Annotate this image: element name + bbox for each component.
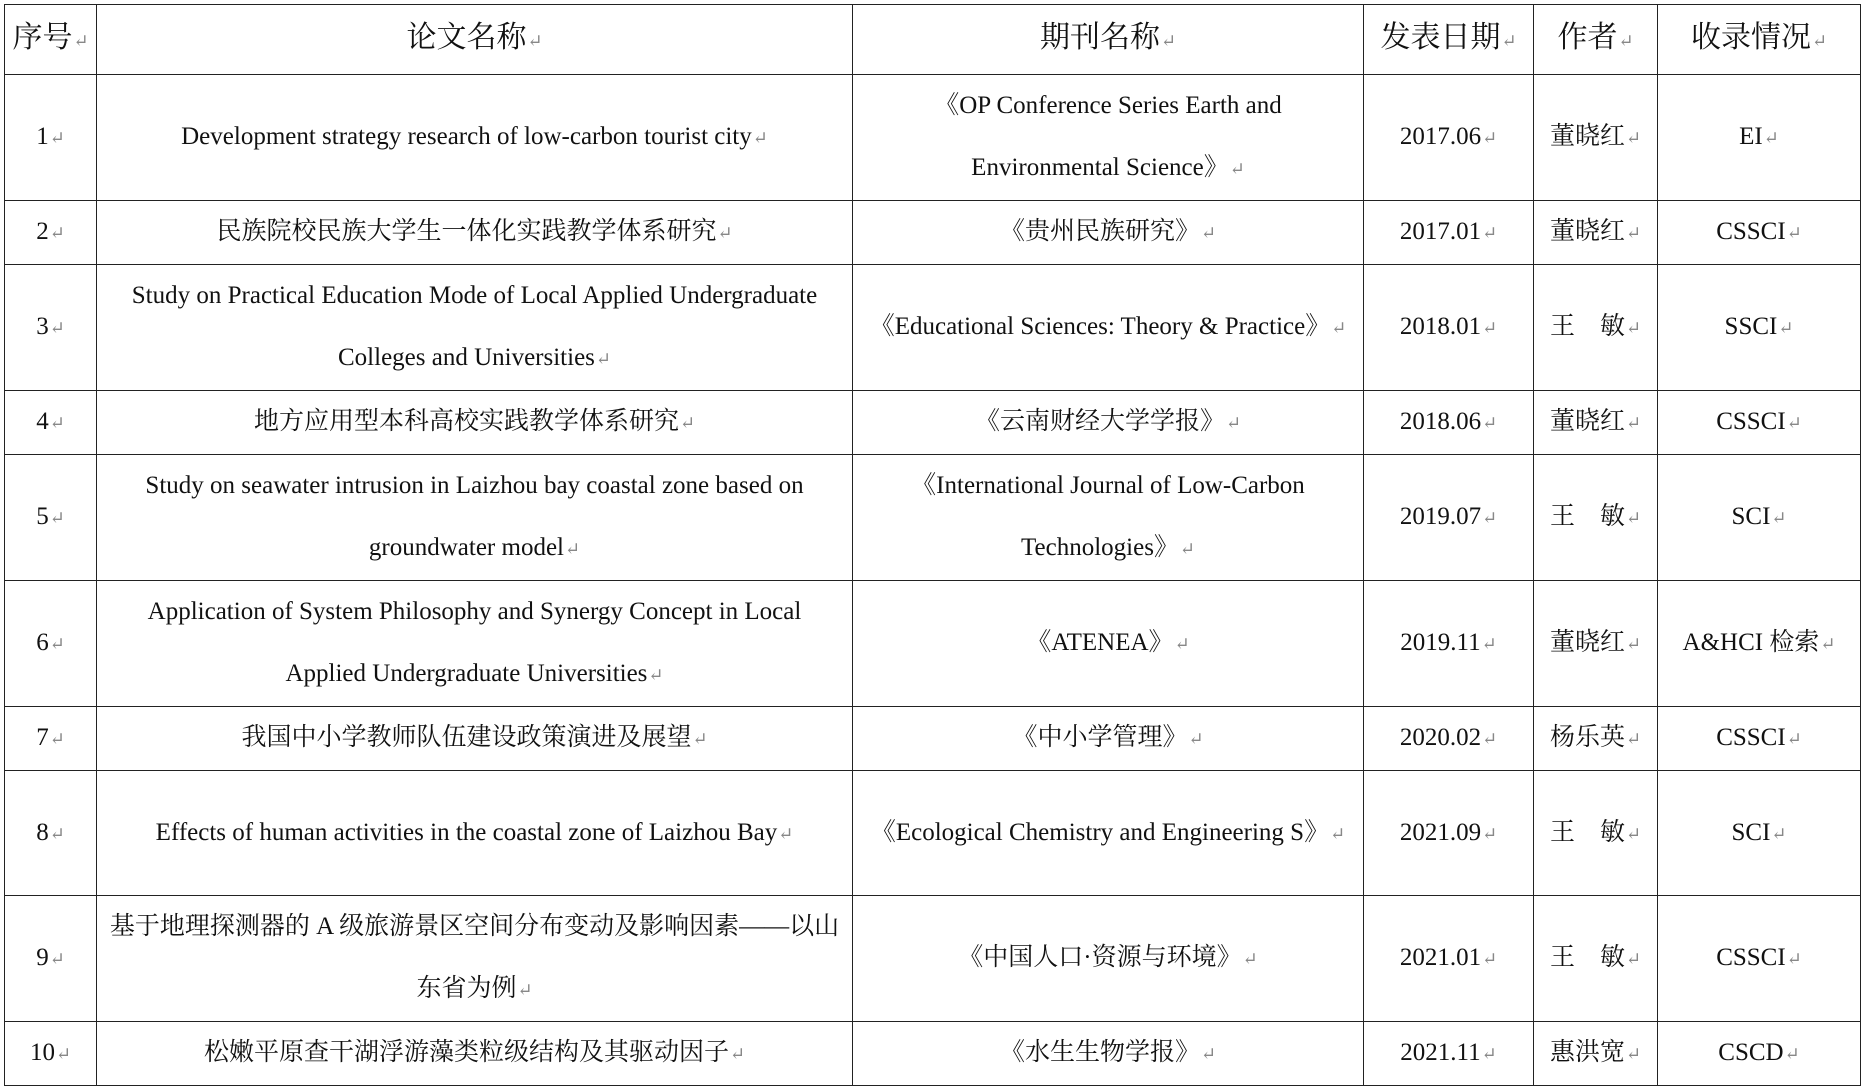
cell-no-text: 4 [36,408,49,435]
cell-no-text: 6 [36,629,49,656]
cell-index [1658,1022,1861,1086]
table-row [5,1022,1861,1086]
cell-journal [853,75,1364,201]
return-mark-icon: ↵ [1771,823,1787,844]
table-row [5,581,1861,707]
return-mark-icon: ↵ [49,508,65,528]
cell-no-text: 9 [36,944,49,971]
return-mark-icon: ↵ [595,349,611,369]
return-mark-icon: ↵ [1786,413,1802,433]
cell-author-text: 董晓红 [1549,629,1625,656]
header-index: 收录情况↵ [1658,5,1861,75]
return-mark-icon: ↵ [1625,508,1642,528]
cell-author [1534,707,1658,771]
cell-author [1534,391,1658,455]
cell-index-text: CSSCI [1716,218,1786,245]
header-row [5,5,1861,75]
cell-title [97,707,853,771]
cell-journal [853,265,1364,391]
cell-title-text: 松嫩平原查干湖浮游藻类粒级结构及其驱动因子 [203,1039,729,1066]
return-mark-icon: ↵ [1481,1044,1497,1064]
return-mark-icon: ↵ [1625,223,1642,243]
return-mark-icon: ↵ [1625,949,1642,969]
cell-date-text: 2019.07 [1399,503,1482,530]
return-mark-icon: ↵ [1160,31,1177,51]
cell-date-text: 2017.01 [1399,218,1482,245]
return-mark-icon: ↵ [1625,318,1642,338]
header-title: 论文名称↵ [97,5,853,75]
cell-index [1658,201,1861,265]
cell-title [97,1022,853,1086]
cell-index-text: CSSCI [1716,408,1786,435]
table-row [5,391,1861,455]
return-mark-icon: ↵ [648,665,664,685]
cell-journal [853,707,1364,771]
cell-no-text: 1 [36,123,49,150]
cell-no [5,201,97,265]
return-mark-icon: ↵ [49,729,65,749]
cell-no [5,707,97,771]
cell-date-text: 2021.09 [1399,818,1482,846]
cell-journal-text: 《贵州民族研究》 [999,218,1200,245]
cell-index [1658,771,1861,896]
cell-index [1658,265,1861,391]
cell-author [1534,581,1658,707]
cell-no [5,391,97,455]
cell-journal-text: 《中小学管理》 [1012,724,1188,751]
cell-date [1364,707,1534,771]
cell-index [1658,455,1861,581]
header-date: 发表日期↵ [1364,5,1534,75]
return-mark-icon: ↵ [1784,1044,1800,1064]
return-mark-icon: ↵ [49,223,65,243]
cell-author-text: 董晓红 [1549,123,1625,150]
cell-author [1534,455,1658,581]
return-mark-icon: ↵ [717,223,733,243]
return-mark-icon: ↵ [1771,508,1787,528]
cell-journal-text: 《International Journal of Low-Carbon Technologies》 [911,472,1305,561]
cell-journal-text: 《ATENEA》 [1026,629,1174,656]
table-row [5,75,1861,201]
cell-index-text: SSCI [1724,313,1778,340]
cell-date [1364,75,1534,201]
cell-no [5,771,97,896]
cell-date [1364,265,1534,391]
return-mark-icon: ↵ [1501,31,1517,51]
cell-title [97,265,853,391]
return-mark-icon: ↵ [1188,729,1204,749]
cell-date-text: 2020.02 [1399,724,1482,751]
return-mark-icon: ↵ [679,413,696,433]
header-journal: 期刊名称↵ [853,5,1364,75]
cell-date-text: 2019.11 [1400,629,1481,656]
table-row [5,455,1861,581]
return-mark-icon: ↵ [1625,413,1642,433]
cell-title [97,581,853,707]
return-mark-icon: ↵ [1174,634,1190,654]
return-mark-icon: ↵ [1625,729,1642,749]
cell-author-text: 王 敏 [1549,503,1625,530]
cell-date [1364,581,1534,707]
return-mark-icon: ↵ [1482,508,1498,528]
cell-title [97,455,853,581]
return-mark-icon: ↵ [1763,128,1779,148]
cell-no-text: 2 [36,218,49,245]
return-mark-icon: ↵ [1229,159,1245,179]
return-mark-icon: ↵ [1482,413,1498,433]
return-mark-icon: ↵ [692,729,708,749]
return-mark-icon: ↵ [1482,823,1498,844]
cell-index-text: A&HCI 检索 [1682,629,1820,656]
cell-date-text: 2018.01 [1399,313,1482,340]
cell-title [97,896,853,1022]
cell-index-text: SCI [1731,818,1771,846]
cell-no [5,75,97,201]
return-mark-icon: ↵ [73,31,89,51]
cell-author [1534,771,1658,896]
cell-title [97,771,853,896]
cell-author-text: 董晓红 [1549,218,1625,245]
cell-author [1534,265,1658,391]
cell-no [5,896,97,1022]
cell-journal-text: 《中国人口·资源与环境》 [958,944,1242,971]
cell-title-text: 基于地理探测器的 A 级旅游景区空间分布变动及影响因素——以山东省为例 [109,913,840,1002]
table-row [5,707,1861,771]
return-mark-icon: ↵ [1625,823,1642,844]
cell-author [1534,1022,1658,1086]
return-mark-icon: ↵ [49,949,65,969]
header-author: 作者↵ [1534,5,1658,75]
cell-title [97,201,853,265]
cell-journal-text: 《OP Conference Series Earth and Environmental Science》 [934,92,1282,181]
cell-title-text: 地方应用型本科高校实践教学体系研究 [253,408,679,435]
cell-title-text: Study on seawater intrusion in Laizhou bay coastal zone based on groundwater model [145,472,804,561]
cell-author-text: 王 敏 [1549,313,1625,340]
return-mark-icon: ↵ [778,823,794,844]
return-mark-icon: ↵ [1786,223,1802,243]
return-mark-icon: ↵ [1786,949,1802,969]
cell-journal [853,455,1364,581]
cell-title-text: Application of System Philosophy and Synergy Concept in Local Applied Undergraduate Universities [147,598,802,687]
cell-no [5,265,97,391]
cell-index-text: CSCD [1718,1039,1784,1066]
return-mark-icon: ↵ [729,1044,746,1064]
cell-journal-text: 《Ecological Chemistry and Engineering S》 [870,818,1330,846]
cell-title [97,391,853,455]
return-mark-icon: ↵ [49,318,65,338]
cell-title-text: Development strategy research of low-carbon tourist city [181,123,752,150]
cell-no [5,455,97,581]
cell-author-text: 王 敏 [1549,944,1625,971]
return-mark-icon: ↵ [1811,31,1828,51]
cell-title-text: 民族院校民族大学生一体化实践教学体系研究 [216,218,717,245]
cell-title-text: Effects of human activities in the coastal zone of Laizhou Bay [155,818,778,846]
return-mark-icon: ↵ [1482,729,1498,749]
cell-date [1364,896,1534,1022]
cell-journal [853,391,1364,455]
cell-author-text: 董晓红 [1549,408,1625,435]
return-mark-icon: ↵ [752,128,768,148]
cell-no-text: 8 [36,818,49,846]
return-mark-icon: ↵ [1820,634,1836,654]
cell-title [97,75,853,201]
cell-index-text: EI [1739,123,1763,150]
cell-date [1364,1022,1534,1086]
return-mark-icon: ↵ [49,634,65,654]
cell-index [1658,707,1861,771]
cell-index [1658,581,1861,707]
cell-no [5,1022,97,1086]
cell-journal [853,896,1364,1022]
return-mark-icon: ↵ [1778,318,1794,338]
cell-author [1534,201,1658,265]
table-row [5,896,1861,1022]
return-mark-icon: ↵ [1225,413,1242,433]
return-mark-icon: ↵ [55,1044,72,1064]
return-mark-icon: ↵ [1482,949,1498,969]
cell-date-text: 2021.01 [1399,944,1482,971]
return-mark-icon: ↵ [49,413,65,433]
cell-author-text: 杨乐英 [1549,724,1625,751]
return-mark-icon: ↵ [1482,318,1498,338]
cell-no-text: 7 [36,724,49,751]
cell-journal [853,201,1364,265]
papers-table [4,4,1861,1086]
return-mark-icon: ↵ [1625,128,1642,148]
return-mark-icon: ↵ [1625,1044,1642,1064]
return-mark-icon: ↵ [565,539,581,559]
cell-index [1658,391,1861,455]
document-page [4,4,1860,1086]
cell-index-text: CSSCI [1716,724,1786,751]
return-mark-icon: ↵ [1242,949,1258,969]
return-mark-icon: ↵ [1618,31,1634,51]
cell-journal-text: 《水生生物学报》 [999,1039,1200,1066]
return-mark-icon: ↵ [527,31,543,51]
return-mark-icon: ↵ [1482,128,1498,148]
return-mark-icon: ↵ [517,980,533,1000]
cell-date-text: 2021.11 [1400,1039,1481,1066]
return-mark-icon: ↵ [1200,1044,1217,1064]
table-row [5,265,1861,391]
cell-no-text: 5 [36,503,49,530]
return-mark-icon: ↵ [49,823,65,844]
cell-index [1658,896,1861,1022]
cell-journal-text: 《云南财经大学学报》 [974,408,1225,435]
table-row [5,201,1861,265]
cell-author-text: 惠洪宽 [1549,1039,1625,1066]
cell-title-text: 我国中小学教师队伍建设政策演进及展望 [241,724,692,751]
cell-no-text: 3 [36,313,49,340]
cell-date [1364,455,1534,581]
cell-title-text: Study on Practical Education Mode of Local Applied Undergraduate Colleges and Universities [131,282,818,371]
return-mark-icon: ↵ [1482,223,1498,243]
cell-journal [853,1022,1364,1086]
cell-journal [853,581,1364,707]
cell-date [1364,391,1534,455]
return-mark-icon: ↵ [1200,223,1217,243]
cell-date-text: 2017.06 [1399,123,1482,150]
return-mark-icon: ↵ [1625,634,1642,654]
cell-date-text: 2018.06 [1399,408,1482,435]
return-mark-icon: ↵ [1179,539,1196,559]
cell-author [1534,75,1658,201]
table-row [5,771,1861,896]
return-mark-icon: ↵ [1330,823,1346,844]
cell-author [1534,896,1658,1022]
return-mark-icon: ↵ [49,128,65,148]
cell-date [1364,201,1534,265]
return-mark-icon: ↵ [1786,729,1802,749]
return-mark-icon: ↵ [1481,634,1497,654]
return-mark-icon: ↵ [1331,318,1347,338]
cell-journal-text: 《Educational Sciences: Theory & Practice》 [869,313,1331,340]
header-no: 序号↵ [5,5,97,75]
cell-author-text: 王 敏 [1549,818,1625,846]
cell-index [1658,75,1861,201]
cell-date [1364,771,1534,896]
cell-no [5,581,97,707]
cell-journal [853,771,1364,896]
cell-index-text: CSSCI [1716,944,1786,971]
cell-index-text: SCI [1731,503,1771,530]
cell-no-text: 10 [29,1039,55,1066]
